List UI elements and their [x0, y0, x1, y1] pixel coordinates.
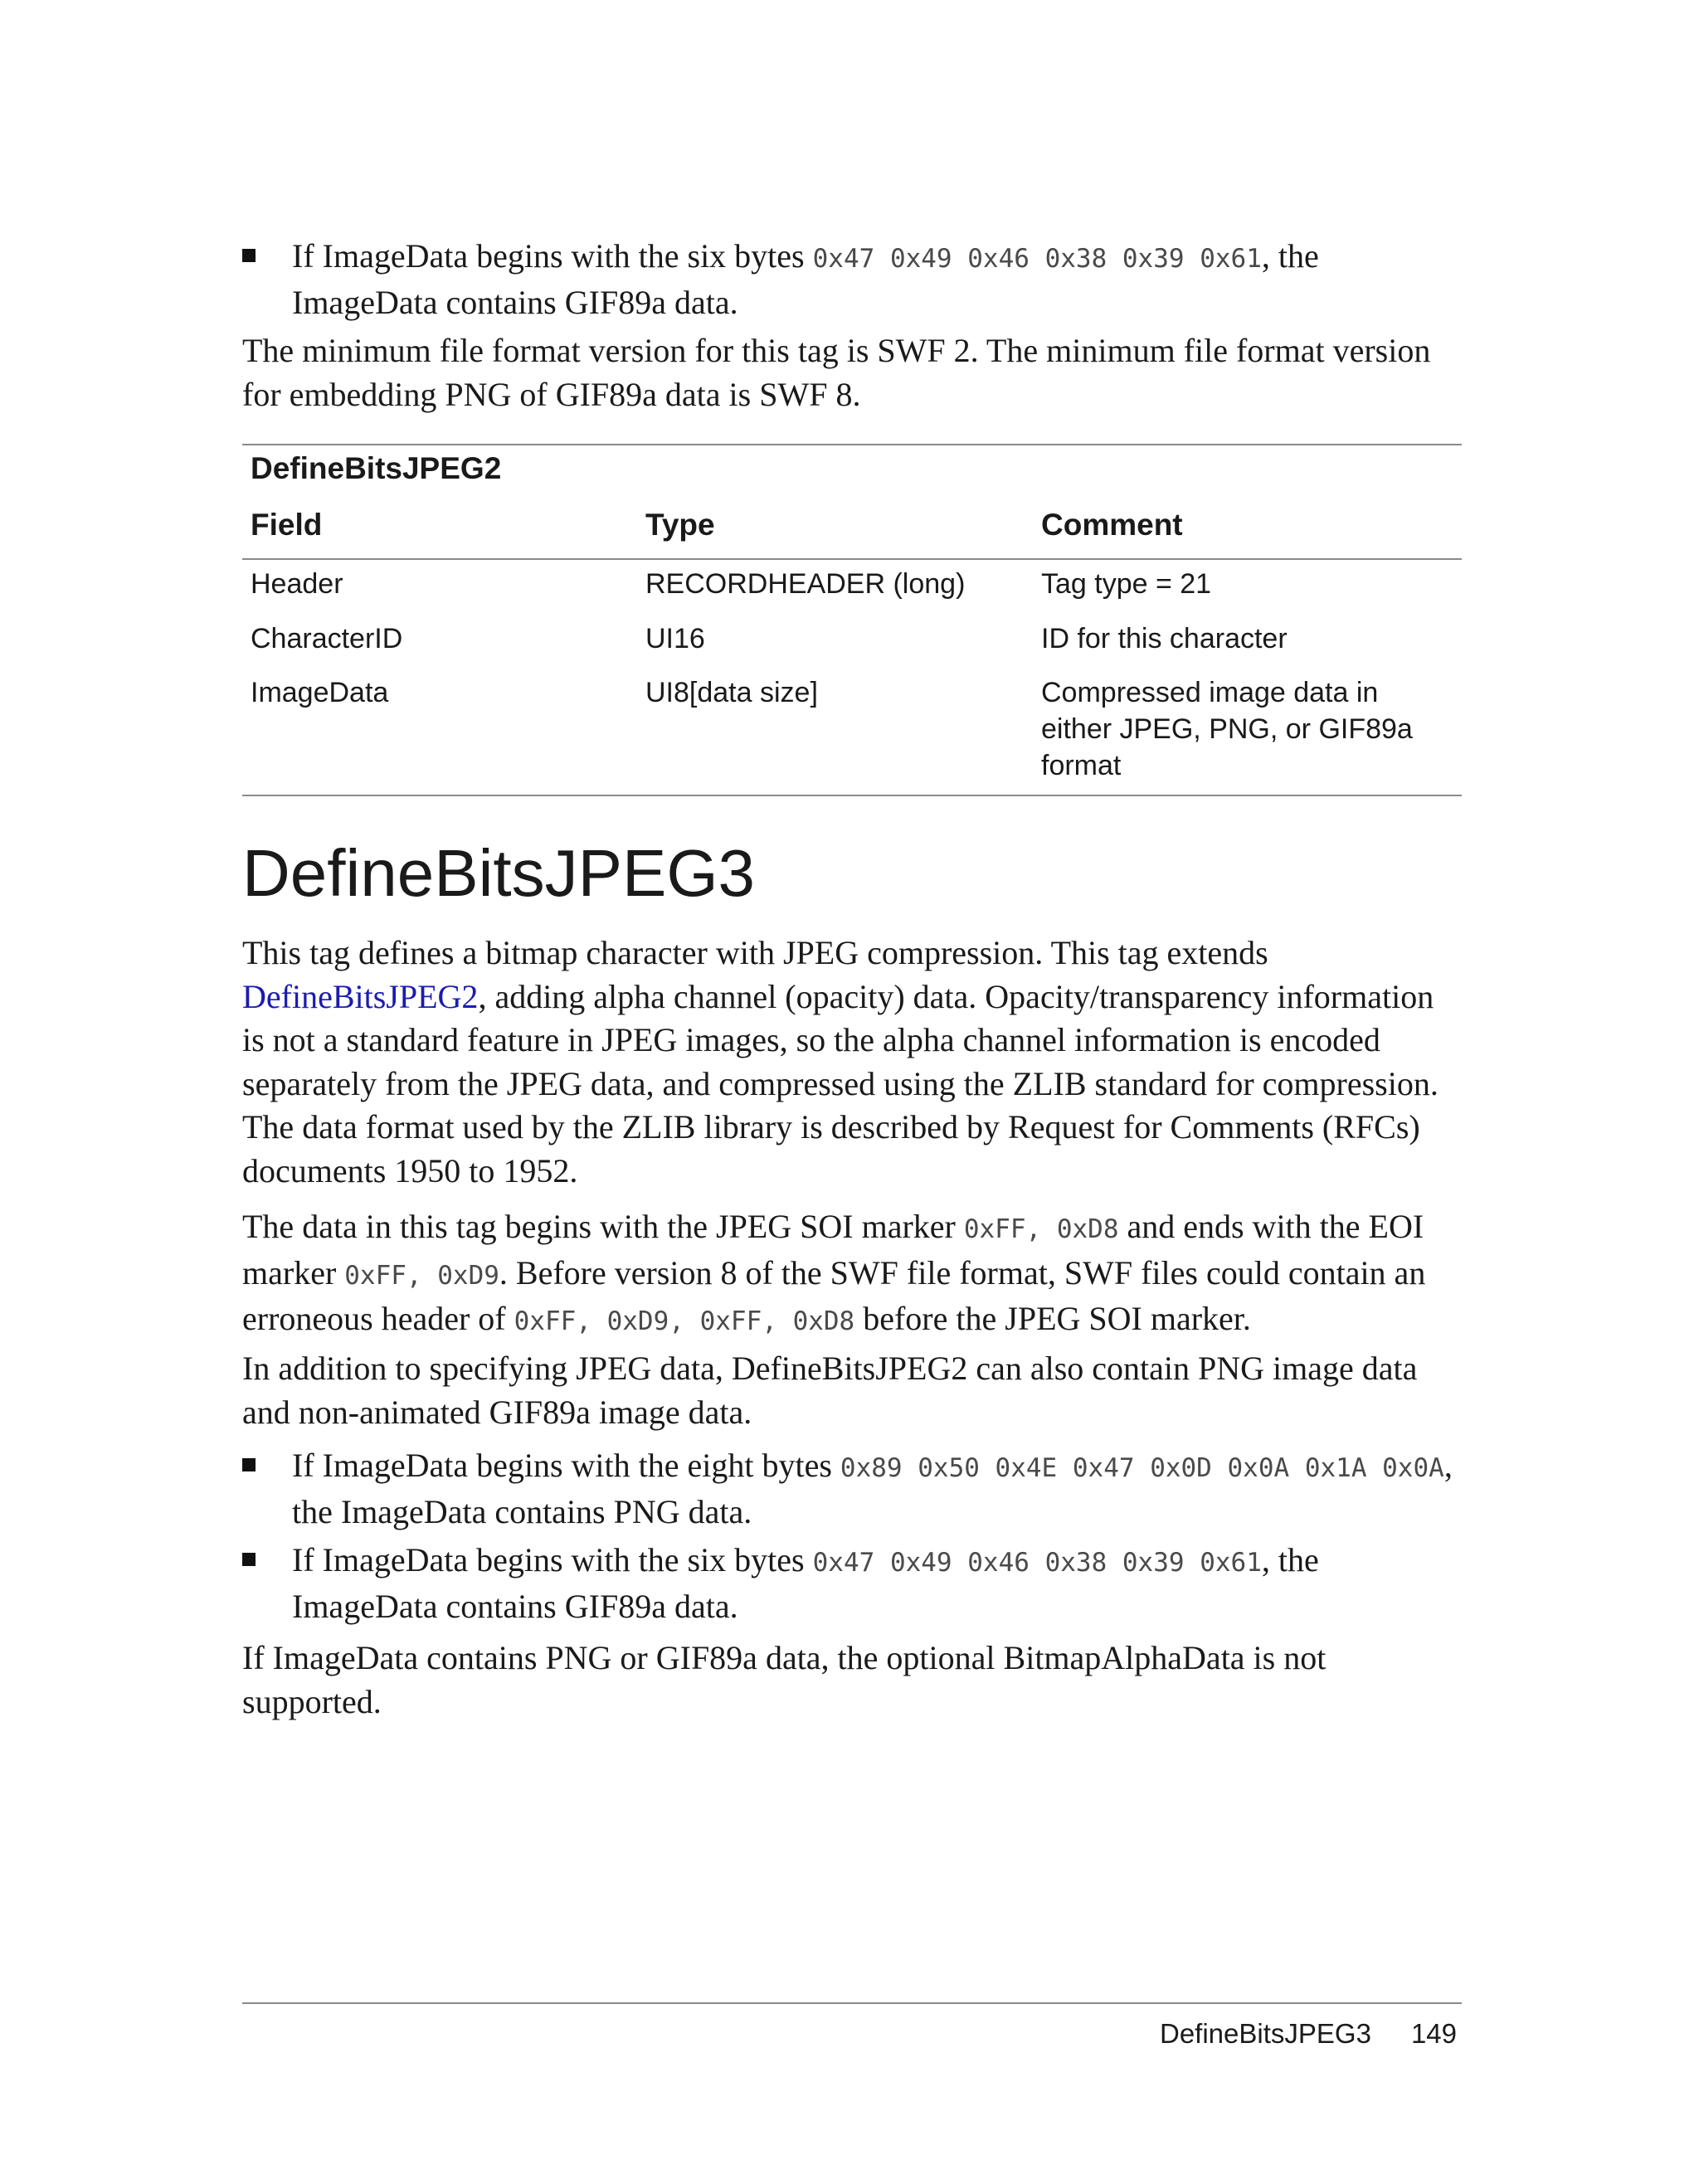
- page-number: 149: [1410, 2018, 1457, 2049]
- bullet-text: If ImageData begins with the six bytes 0x47 0x49 0x46 0x38 0x39 0x61, the ImageData contains GIF89a data.: [292, 1541, 1319, 1625]
- table-title: DefineBitsJPEG2: [251, 451, 502, 485]
- bullet-square-icon: [242, 249, 256, 262]
- table-row: [242, 566, 1462, 620]
- table-body: [242, 566, 1462, 784]
- table-row: [242, 674, 1462, 784]
- bullet-text: If ImageData begins with the six bytes 0x47 0x49 0x46 0x38 0x39 0x61, the ImageData contains GIF89a data.: [292, 237, 1319, 321]
- intro-paragraph: This tag defines a bitmap character with JPEG compression. This tag extends DefineBitsJPEG2, adding alpha channel (opacity) data. Opacity/transparency information is not a standard feature in JPEG images, so the alpha channel information is encoded separately from the JPEG data, and compressed using the ZLIB standard for compression. The data format used by the ZLIB library is described by Request for Comments (RFCs) documents 1950 to 1952.: [242, 934, 1439, 1189]
- bullet-square-icon: [242, 1458, 256, 1471]
- table-cell-field: ImageData: [251, 677, 389, 708]
- table-cell-comment: ID for this character: [1041, 623, 1288, 654]
- table-cell-comment: Compressed image data in either JPEG, PNG, or GIF89a format: [1041, 677, 1413, 781]
- table-cell-comment: Tag type = 21: [1041, 568, 1212, 600]
- page-footer: [1160, 2017, 1457, 2050]
- min-version-paragraph: The minimum file format version for this tag is SWF 2. The minimum file format version for embedding PNG of GIF89a data is SWF 8.: [242, 332, 1431, 413]
- png-gif-support-paragraph: In addition to specifying JPEG data, DefineBitsJPEG2 can also contain PNG image data and non-animated GIF89a image data.: [242, 1350, 1418, 1431]
- byte-sequence: 0x89 0x50 0x4E 0x47 0x0D 0x0A 0x1A 0x0A: [840, 1453, 1444, 1483]
- bullet-square-icon: [242, 1553, 256, 1566]
- footer-section-title: DefineBitsJPEG3: [1159, 2018, 1371, 2049]
- definebitsjpeg2-table: [242, 450, 1462, 543]
- eoi-marker-code: 0xFF, 0xD9: [344, 1260, 499, 1291]
- section-heading: DefineBitsJPEG3: [242, 836, 756, 910]
- alpha-data-note-paragraph: If ImageData contains PNG or GIF89a data, the optional BitmapAlphaData is not supported.: [242, 1639, 1327, 1720]
- gif-bytes-bullet: [242, 1539, 1462, 1628]
- column-header-comment: Comment: [1041, 508, 1183, 542]
- column-header-type: Type: [645, 508, 715, 542]
- png-bytes-bullet: [242, 1444, 1462, 1534]
- table-header-row: [242, 507, 1462, 543]
- table-row: [242, 620, 1462, 674]
- erroneous-header-code: 0xFF, 0xD9, 0xFF, 0xD8: [514, 1306, 855, 1336]
- bullet-text: If ImageData begins with the eight bytes 0x89 0x50 0x4E 0x47 0x0D 0x0A 0x1A 0x0A, the ImageData contains PNG data.: [292, 1447, 1453, 1530]
- table-cell-type: RECORDHEADER (long): [645, 568, 966, 600]
- soi-eoi-paragraph: The data in this tag begins with the JPEG SOI marker 0xFF, 0xD8 and ends with the EOI marker 0xFF, 0xD9. Before version 8 of the SWF file format, SWF files could contain an erroneous header of 0xFF, 0xD9, 0xFF, 0xD8 before the JPEG SOI marker.: [242, 1208, 1426, 1337]
- table-bottom-rule: [242, 795, 1462, 796]
- byte-sequence: 0x47 0x49 0x46 0x38 0x39 0x61: [812, 244, 1262, 274]
- table-cell-type: UI8[data size]: [645, 677, 818, 708]
- table-header-rule: [242, 558, 1462, 560]
- soi-marker-code: 0xFF, 0xD8: [963, 1214, 1119, 1244]
- gif-bytes-bullet-top: [242, 235, 1462, 324]
- table-top-rule: [242, 444, 1462, 445]
- byte-sequence: 0x47 0x49 0x46 0x38 0x39 0x61: [812, 1548, 1262, 1578]
- table-cell-field: CharacterID: [251, 623, 403, 654]
- footer-rule: [242, 2002, 1462, 2004]
- definebitsjpeg2-link[interactable]: DefineBitsJPEG2: [242, 977, 479, 1015]
- column-header-field: Field: [251, 508, 323, 542]
- table-cell-type: UI16: [645, 623, 705, 654]
- table-cell-field: Header: [251, 568, 343, 600]
